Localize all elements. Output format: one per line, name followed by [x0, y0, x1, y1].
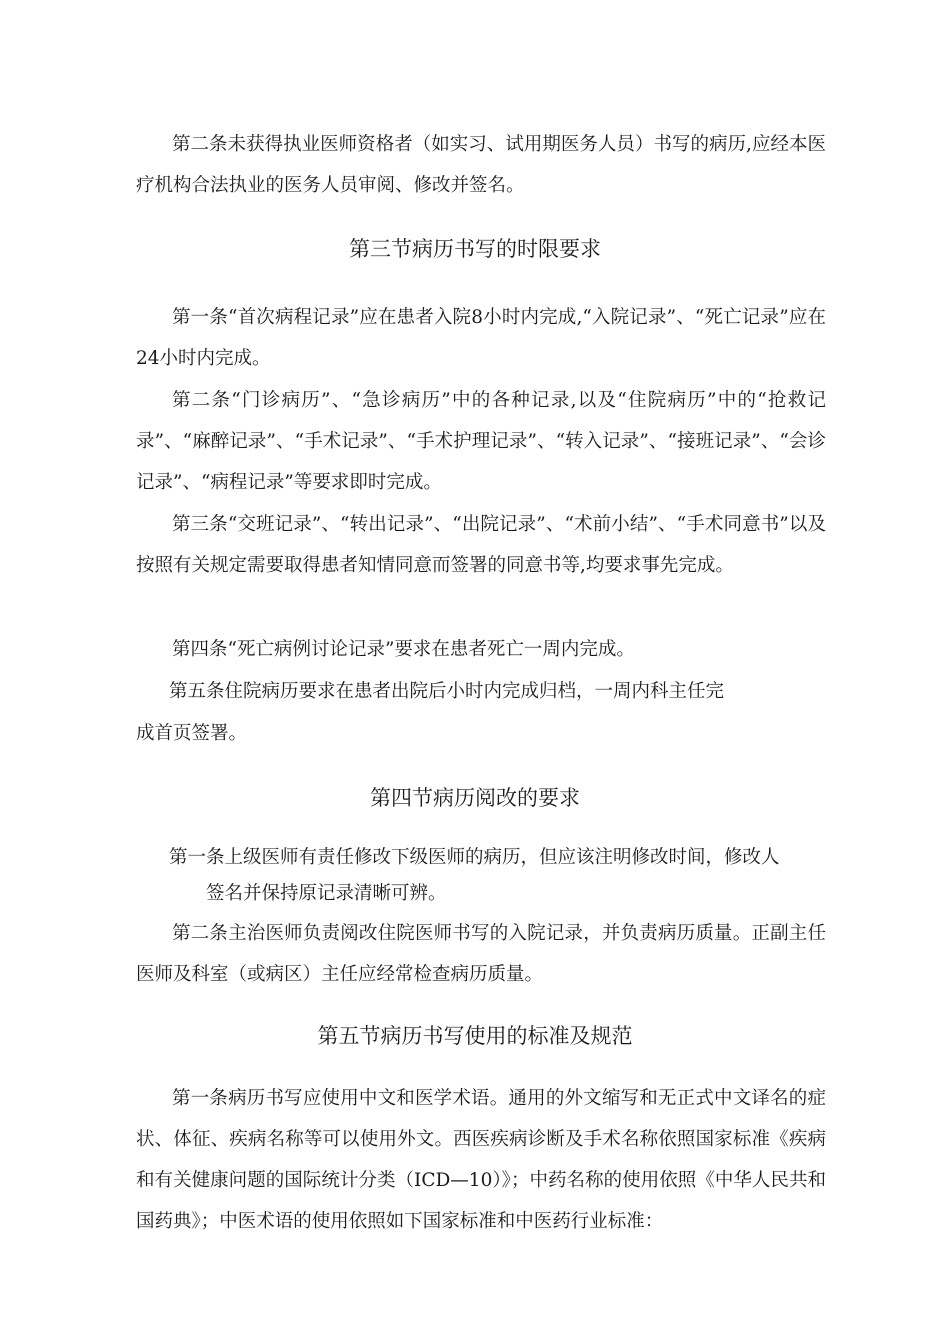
paragraph-s5-article-1: 第一条病历书写应使用中文和医学术语。通用的外文缩写和无正式中文译名的症状、体征、疾病名称等可以使用外文。西医疾病诊断及手术名称依照国家标准《疾病和有关健康问题的国际统计分类（ICD—10）》；中药名称的使用依照《中华人民共和国药典》；中医术语的使用依照如下国家标准和中医药行业标准：: [136, 1088, 826, 1232]
paragraph-s3-article-3: 第三条“交班记录”、“转出记录”、“出院记录”、“术前小结”、“手术同意书”以及按照有关规定需要取得患者知情同意而签署的同意书等,均要求事先完成。: [136, 514, 826, 576]
paragraph-s4-article-1-line2: 签名并保持原记录清晰可辨。: [206, 883, 447, 904]
section-heading-4: 第四节病历阅改的要求: [370, 786, 580, 810]
paragraph-s3-article-5-line2: 成首页签署。: [136, 723, 248, 744]
section-heading-3: 第三节病历书写的时限要求: [349, 237, 601, 261]
paragraph-s3-article-2: 第二条“门诊病历”、“急诊病历”中的各种记录,以及“住院病历”中的“抢救记录”、“麻醉记录”、“手术记录”、“手术护理记录”、“转入记录”、“接班记录”、“会诊记录”、“病程记录”等要求即时完成。: [136, 390, 826, 493]
paragraph-article-2-unlicensed: 第二条未获得执业医师资格者（如实习、试用期医务人员）书写的病历,应经本医疗机构合法执业的医务人员审阅、修改并签名。: [136, 134, 826, 196]
paragraph-s3-article-5-line1: 第五条住院病历要求在患者出院后小时内完成归档，一周内科主任完: [169, 681, 725, 702]
paragraph-s4-article-2: 第二条主治医师负责阅改住院医师书写的入院记录，并负责病历质量。正副主任医师及科室（或病区）主任应经常检查病历质量。: [136, 923, 826, 985]
paragraph-s3-article-1: 第一条“首次病程记录”应在患者入院8小时内完成,“入院记录”、“死亡记录”应在24小时内完成。: [136, 307, 826, 369]
section-heading-5: 第五节病历书写使用的标准及规范: [317, 1024, 633, 1048]
paragraph-s4-article-1-line1: 第一条上级医师有责任修改下级医师的病历，但应该注明修改时间，修改人: [169, 847, 780, 868]
paragraph-s3-article-4: 第四条“死亡病例讨论记录”要求在患者死亡一周内完成。: [172, 639, 635, 660]
